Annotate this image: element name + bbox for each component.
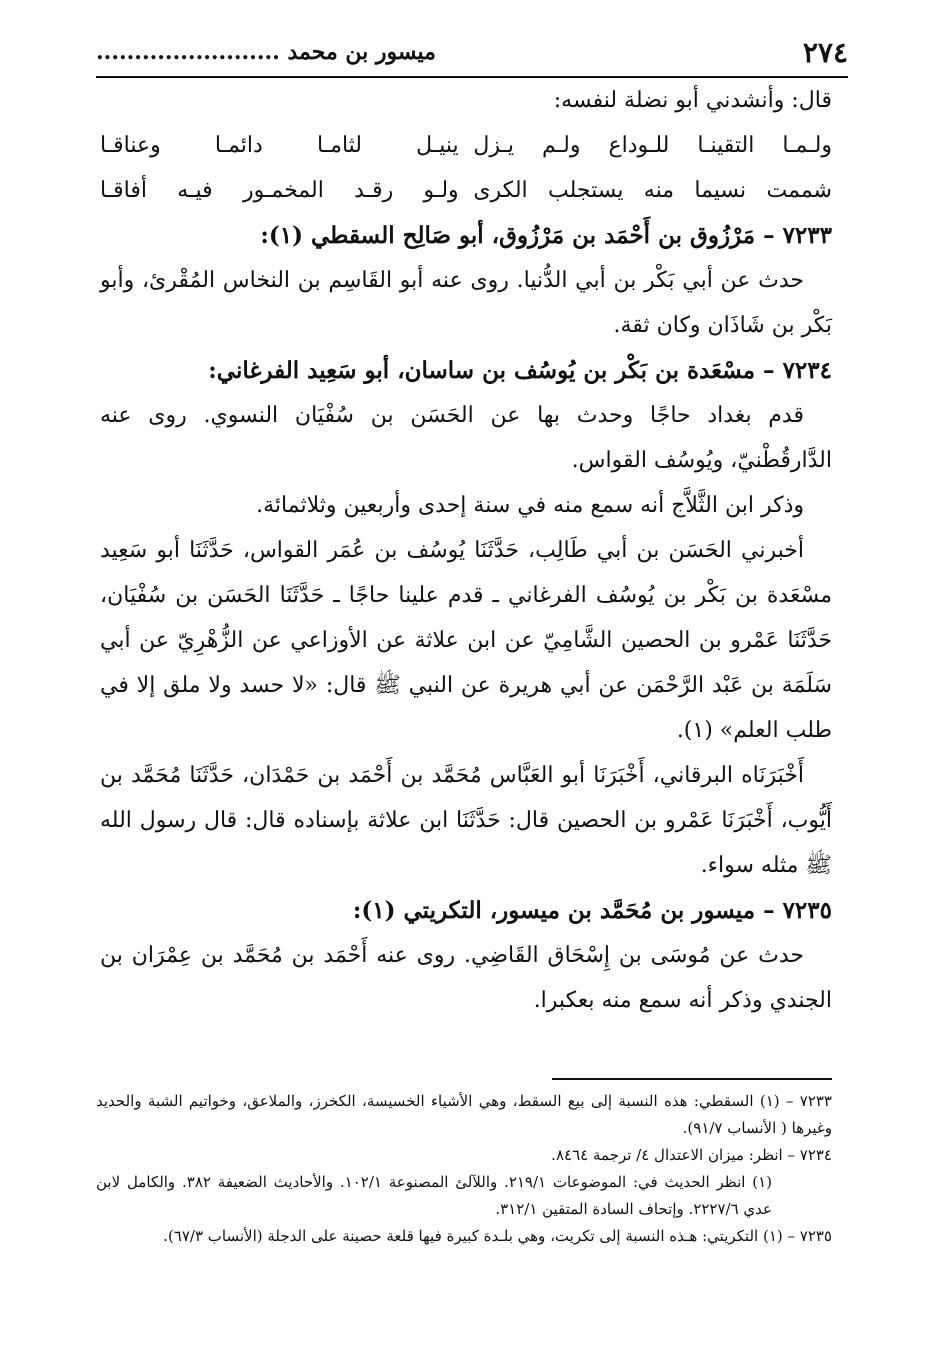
footnotes — [96, 1088, 832, 1250]
verse-first-half: ولـمـا التقينـا للـوداع ولـم يـزل — [473, 133, 832, 158]
page-header — [96, 32, 848, 78]
page-body — [100, 78, 832, 1023]
entry-title: ٧٢٣٤ – مسْعَدة بن بَكْر بن يُوسُف بن ساسان، أبو سَعِيد الفرغاني: — [208, 357, 832, 384]
poem-verse — [100, 168, 832, 213]
entry-paragraph: أخبرني الحَسَن بن أبي طَالِب، حَدَّثَنَا يُوسُف بن عُمَر القواس، حَدَّثَنَا أبو سَعِيد مسْعَدة بن بَكْر بن يُوسُف الفرغاني ـ قدم علينا حاجًا ـ حَدَّثَنَا الحَسَن بن سُفْيَان، حَدَّثَنَا عَمْرو بن الحصين الشَّامِيّ عن ابن علاثة عن الأوزاعي عن الزُّهْرِيّ عن أبي سَلَمَة بن عَبْد الرَّحْمَن عن أبي هريرة عن النبي ﷺ قال: «لا حسد ولا ملق إلا في طلب العلم» (١). — [100, 538, 832, 743]
poem-verse — [100, 123, 832, 168]
footnote: ٧٢٣٥ – (١) التكريتي: هـذه النسبة إلى تكريت، وهي بلـدة كبيرة فيها قلعة حصينة على الدجلة (الأنساب ٦٧/٣). — [163, 1227, 832, 1245]
running-title: ميسور بن محمد ........................ — [96, 39, 436, 65]
entry-paragraph: حدث عن أبي بَكْر بن أبي الدُّنيا. روى عنه أبو القَاسِم بن النخاس المُقْرئ، وأبو بَكْر بن شَاذَان وكان ثقة. — [100, 268, 832, 338]
footnote: ٧٢٣٣ – (١) السقطي: هذه النسبة إلى بيع السقط، وهي الأشياء الخسيسة، الكخرز، والملاعق، وخواتيم الشبة والحديد وغيرها ( الأنساب ٩١/٧). — [96, 1092, 832, 1137]
entry-paragraph: قدم بغداد حاجًا وحدث بها عن الحَسَن بن سُفْيَان النسوي. روى عنه الدَّارقُطْنيّ، ويُوسُف القواس. — [100, 403, 832, 473]
page-number: ٢٧٤ — [802, 35, 848, 69]
entry-paragraph: أَخْبَرَنَاه البرقاني، أَخْبَرَنَا أبو العَبَّاس مُحَمَّد بن أَحْمَد بن حَمْدَان، حَدَّثَنَا مُحَمَّد بن أَيُّوب، أَخْبَرَنَا عَمْرو بن الحصين قال: حَدَّثَنَا ابن علاثة بإسناده قال: قال رسول الله ﷺ مثله سواء. — [100, 763, 832, 878]
footnote: ٧٢٣٤ – انظر: ميزان الاعتدال ٤/ ترجمة ٨٤٦٤. — [551, 1146, 832, 1164]
verse-first-half: شممت نسيما منه يستجلب الكرى — [473, 178, 832, 203]
entry-paragraph: وذكر ابن الثَّلاَّج أنه سمع منه في سنة إحدى وأربعين وثلاثمائة. — [256, 493, 804, 518]
entry-title: ٧٢٣٥ – ميسور بن مُحَمَّد بن ميسور، التكريتي (١): — [352, 897, 832, 924]
verse-second-half: ينيـل لثامـا دائمـا وعناقـا — [100, 133, 459, 158]
entry-paragraph: حدث عن مُوسَى بن إِسْحَاق القَاضِي. روى عنه أَحْمَد بن مُحَمَّد بن عِمْرَان بن الجندي وذكر أنه سمع منه بعكبرا. — [100, 943, 832, 1013]
footnote: (١) انظر الحديث في: الموضوعات ٢١٩/١. واللآلئ المصنوعة ١٠٢/١. والأحاديث الضعيفة ٣٨٢. والكامل لابن عدي ٢٢٢٧/٦. وإتحاف السادة المتقين ٣١٢/١. — [96, 1173, 773, 1218]
poem-intro: قال: وأنشدني أبو نضلة لنفسه: — [553, 88, 832, 113]
footnote-separator — [552, 1078, 832, 1080]
verse-second-half: ولـو رقـد المخمـور فيـه أفاقـا — [100, 178, 459, 203]
entry-title: ٧٢٣٣ – مَرْزُوق بن أَحْمَد بن مَرْزُوق، أبو صَالِح السقطي (١): — [260, 222, 832, 249]
